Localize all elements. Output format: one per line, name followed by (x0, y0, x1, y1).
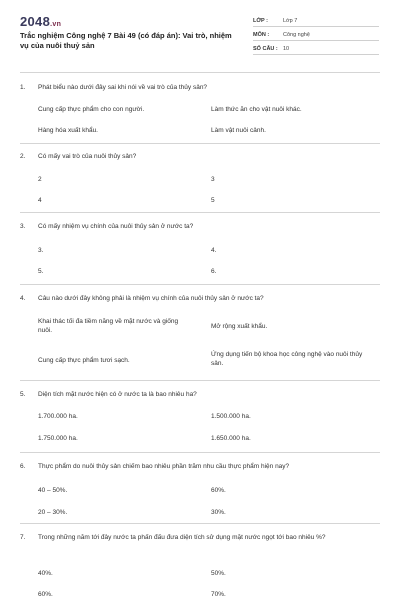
option-a[interactable]: 40%. (38, 570, 53, 577)
option-a[interactable]: Khai thác tối đa tiềm năng về mặt nước và giống nuôi. (38, 318, 179, 334)
question-number: 1. (20, 84, 26, 91)
question-divider (20, 284, 380, 285)
option-a[interactable]: 3. (38, 247, 44, 254)
option-a[interactable]: 2 (38, 176, 42, 183)
question-number: 3. (20, 223, 26, 230)
question-number: 6. (20, 463, 26, 470)
meta-label: LỚP : (253, 18, 268, 24)
question-divider (20, 212, 380, 213)
option-b[interactable]: 3 (211, 176, 215, 183)
option-d[interactable]: 1.650.000 ha. (211, 435, 251, 442)
meta-value: Công nghệ (283, 32, 310, 38)
question-text: Phát biểu nào dưới đây sai khi nói về vai trò của thủy sản? (38, 84, 208, 91)
option-b[interactable]: Làm thức ăn cho vật nuôi khác. (211, 106, 302, 113)
option-d[interactable]: 70%. (211, 591, 226, 598)
question-divider (20, 523, 380, 524)
option-c[interactable]: 4 (38, 197, 42, 204)
option-d[interactable]: 30%. (211, 509, 226, 516)
question-number: 2. (20, 153, 26, 160)
option-b[interactable]: 50%. (211, 570, 226, 577)
meta-label: MÔN : (253, 32, 270, 38)
question-text: Câu nào dưới đây không phải là nhiệm vụ chính của nuôi thủy sản ở nước ta? (38, 295, 264, 302)
option-d[interactable]: Ứng dụng tiến bộ khoa học công nghệ vào nuôi thủy sản. (211, 351, 363, 367)
option-c[interactable]: 5. (38, 268, 44, 275)
logo-suffix: .vn (50, 21, 62, 28)
meta-value: 10 (283, 46, 290, 52)
question-text: Có mấy nhiệm vụ chính của nuôi thủy sản ở nước ta? (38, 223, 194, 230)
option-d[interactable]: Làm vật nuôi cảnh. (211, 127, 266, 134)
option-b[interactable]: 1.500.000 ha. (211, 413, 251, 420)
meta-divider (253, 26, 379, 27)
meta-label: SỐ CÂU : (253, 46, 278, 52)
option-a[interactable]: Cung cấp thực phẩm cho con người. (38, 106, 145, 113)
question-divider (20, 452, 380, 453)
page-title: Trắc nghiệm Công nghệ 7 Bài 49 (có đáp án): Vai trò, nhiệm vụ của nuôi thuỷ sản (20, 31, 232, 50)
option-c[interactable]: 1.750.000 ha. (38, 435, 78, 442)
meta-divider (253, 54, 379, 55)
option-c[interactable]: Cung cấp thực phẩm tươi sạch. (38, 357, 130, 364)
question-number: 4. (20, 295, 26, 302)
option-a[interactable]: 1.700.000 ha. (38, 413, 78, 420)
question-text: Trong những năm tới đây nước ta phấn đấu đưa diện tích sử dụng mặt nước ngọt tới bao nhiêu %? (38, 534, 326, 541)
option-a[interactable]: 40 – 50%. (38, 487, 68, 494)
meta-value: Lớp 7 (283, 18, 298, 24)
site-logo[interactable] (20, 14, 61, 29)
option-c[interactable]: 20 – 30%. (38, 509, 68, 516)
option-c[interactable]: 60%. (38, 591, 53, 598)
logo-main: 2048 (20, 14, 51, 29)
option-d[interactable]: 5 (211, 197, 215, 204)
meta-divider (253, 40, 379, 41)
question-divider (20, 143, 380, 144)
page-header (0, 0, 400, 70)
question-divider (20, 380, 380, 381)
question-text: Thực phẩm do nuôi thủy sản chiếm bao nhiêu phần trăm nhu cầu thực phẩm hiện nay? (38, 463, 290, 470)
option-d[interactable]: 6. (211, 268, 217, 275)
question-text: Diện tích mặt nước hiện có ở nước ta là bao nhiêu ha? (38, 391, 197, 398)
option-b[interactable]: 60%. (211, 487, 226, 494)
option-b[interactable]: 4. (211, 247, 217, 254)
option-b[interactable]: Mở rộng xuất khẩu. (211, 323, 268, 330)
option-c[interactable]: Hàng hóa xuất khẩu. (38, 127, 98, 134)
question-text: Có mấy vai trò của nuôi thủy sản? (38, 153, 137, 160)
header-divider (20, 72, 380, 73)
question-number: 5. (20, 391, 26, 398)
question-number: 7. (20, 534, 26, 541)
